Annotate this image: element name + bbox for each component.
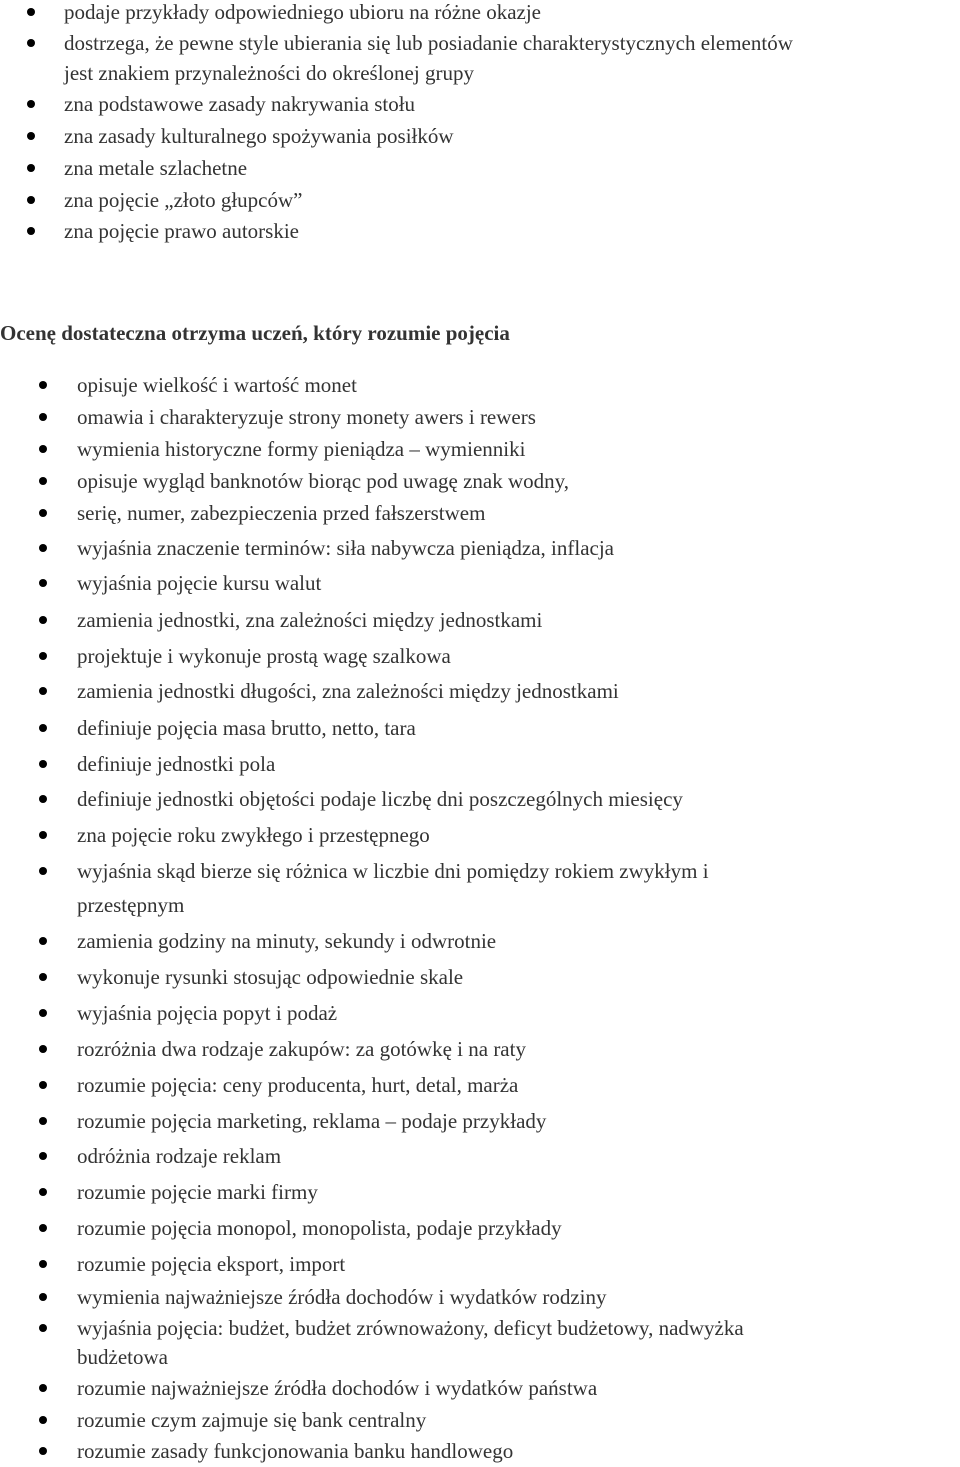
bullet-icon [39,1224,47,1232]
bullet-icon [39,973,47,981]
list-item-text: zna pojęcie „złoto głupców” [64,188,303,212]
list-item-text: zna zasady kulturalnego spożywania posiłków [64,124,454,148]
bullet-icon [39,1293,47,1301]
bullet-icon [39,445,47,453]
bullet-icon [39,616,47,624]
list-item-text: rozumie czym zajmuje się bank centralny [77,1408,427,1432]
bullet-icon [39,937,47,945]
bullet-icon [39,867,47,875]
list-item-text: opisuje wygląd banknotów biorąc pod uwagę znak wodny, [77,469,570,493]
list-item-text: rozumie najważniejsze źródła dochodów i wydatków państwa [77,1376,598,1400]
bullet-icon [39,1416,47,1424]
bullet-icon [39,724,47,732]
list-item-text: jest znakiem przynależności do określonej grupy [64,61,474,85]
bullet-icon [27,100,35,108]
list-item-text: definiuje pojęcia masa brutto, netto, tara [77,716,416,740]
bullet-icon [27,132,35,140]
bullet-icon [39,687,47,695]
bullet-icon [39,477,47,485]
bullet-icon [39,760,47,768]
list-item-text: definiuje jednostki objętości podaje liczbę dni poszczególnych miesięcy [77,787,683,811]
list-item-text: wyjaśnia pojęcia: budżet, budżet zrównoważony, deficyt budżetowy, nadwyżka [77,1316,744,1340]
list-item-text: opisuje wielkość i wartość monet [77,373,357,397]
list-item-text: omawia i charakteryzuje strony monety awers i rewers [77,405,536,429]
bullet-icon [39,544,47,552]
list-item-text: odróżnia rodzaje reklam [77,1144,282,1168]
list-item-text: rozumie pojęcia marketing, reklama – podaje przykłady [77,1109,547,1133]
list-item-text: zna podstawowe zasady nakrywania stołu [64,92,416,116]
list-item-text: zna pojęcie roku zwykłego i przestępnego [77,823,430,847]
bullet-icon [39,1324,47,1332]
bullet-icon [39,1384,47,1392]
bullet-icon [39,1081,47,1089]
list-item-text: rozróżnia dwa rodzaje zakupów: za gotówkę i na raty [77,1037,526,1061]
bullet-icon [39,381,47,389]
bullet-icon [27,39,35,47]
list-item-text: wyjaśnia skąd bierze się różnica w liczbie dni pomiędzy rokiem zwykłym i [77,859,709,883]
bullet-icon [27,164,35,172]
bullet-icon [39,831,47,839]
list-item-text: wyjaśnia pojęcia popyt i podaż [77,1001,338,1025]
list-item-text: przestępnym [77,893,185,917]
bullet-icon [39,652,47,660]
section-heading: Ocenę dostateczna otrzyma uczeń, który rozumie pojęcia [0,321,510,345]
list-item-text: budżetowa [77,1345,168,1369]
bullet-icon [39,795,47,803]
list-item-text: rozumie pojęcia monopol, monopolista, podaje przykłady [77,1216,562,1240]
bullet-icon [39,1188,47,1196]
list-item-text: zamienia godziny na minuty, sekundy i odwrotnie [77,929,497,953]
bullet-icon [39,413,47,421]
list-item-text: dostrzega, że pewne style ubierania się lub posiadanie charakterystycznych elementów [64,31,793,55]
list-item-text: rozumie pojęcia eksport, import [77,1252,346,1276]
list-item-text: wyjaśnia pojęcie kursu walut [77,571,322,595]
bullet-icon [39,579,47,587]
list-item-text: rozumie pojęcia: ceny producenta, hurt, detal, marża [77,1073,519,1097]
list-item-text: wyjaśnia znaczenie terminów: siła nabywcza pieniądza, inflacja [77,536,614,560]
list-item-text: serię, numer, zabezpieczenia przed fałszerstwem [77,501,486,525]
bullet-icon [39,1152,47,1160]
bullet-icon [39,1447,47,1455]
bullet-icon [39,1117,47,1125]
list-item-text: projektuje i wykonuje prostą wagę szalkowa [77,644,451,668]
list-item-text: wykonuje rysunki stosując odpowiednie skale [77,965,464,989]
bullet-icon [27,196,35,204]
list-item-text: definiuje jednostki pola [77,752,276,776]
list-item-text: wymienia historyczne formy pieniądza – wymienniki [77,437,526,461]
bullet-icon [39,509,47,517]
bullet-icon [27,227,35,235]
bullet-icon [27,8,35,16]
list-item-text: podaje przykłady odpowiedniego ubioru na różne okazje [64,0,542,24]
bullet-icon [39,1009,47,1017]
bullet-icon [39,1260,47,1268]
list-item-text: zamienia jednostki długości, zna zależności między jednostkami [77,679,619,703]
list-item-text: zna metale szlachetne [64,156,248,180]
bullet-icon [39,1045,47,1053]
list-item-text: wymienia najważniejsze źródła dochodów i wydatków rodziny [77,1285,607,1309]
list-item-text: rozumie pojęcie marki firmy [77,1180,318,1204]
list-item-text: rozumie zasady funkcjonowania banku handlowego [77,1439,514,1463]
list-item-text: zamienia jednostki, zna zależności między jednostkami [77,608,543,632]
list-item-text: zna pojęcie prawo autorskie [64,219,299,243]
